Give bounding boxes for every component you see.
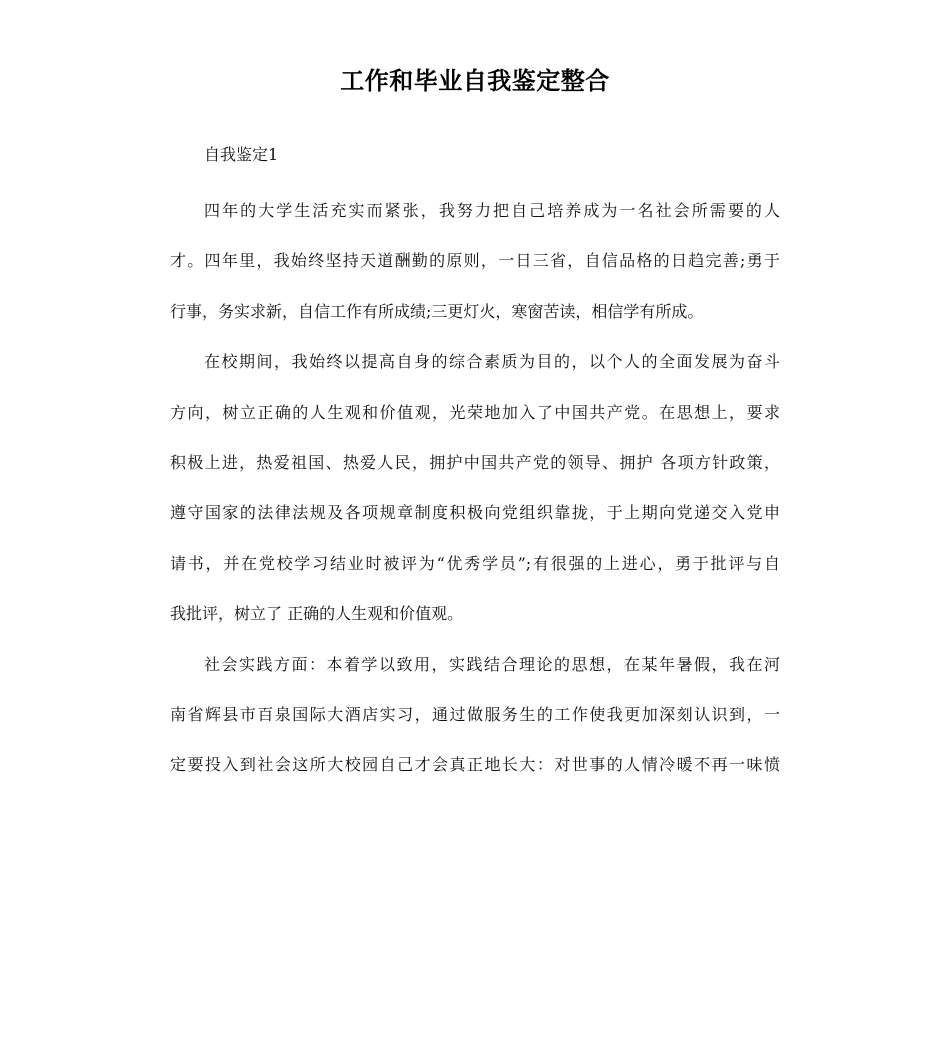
text-line: 我批评，树立了 正确的人生观和价值观。 [170,604,464,624]
text-line: 积极上进，热爱祖国、热爱人民，拥护中国共产党的领导、拥护 各项方针政策， [170,452,780,472]
paragraph-social-practice [170,640,780,791]
text-line: 方向，树立正确的人生观和价值观，光荣地加入了中国共产党。在思想上，要求 [170,402,780,422]
text-line: 请书，并在党校学习结业时被评为“优秀学员”;有很强的上进心，勇于批评与自 [170,553,780,573]
text-line: 定要投入到社会这所大校园自己才会真正地长大：对世事的人情冷暖不再一味愤 [170,755,780,775]
text-line: 社会实践方面：本着学以致用，实践结合理论的思想，在某年暑假，我在河 [204,654,780,674]
text-line: 才。四年里，我始终坚持天道酬勤的原则，一日三省，自信品格的日趋完善;勇于 [170,251,780,271]
text-line: 南省辉县市百泉国际大酒店实习，通过做服务生的工作使我更加深刻认识到，一 [170,704,780,724]
document-title: 工作和毕业自我鉴定整合 [340,67,610,95]
paragraph-study-life [170,186,780,337]
section-heading: 自我鉴定1 [204,145,279,164]
paragraph-school-period [170,337,780,639]
document-body [170,136,780,791]
text-line: 在校期间，我始终以提高自身的综合素质为目的，以个人的全面发展为奋斗 [204,352,780,372]
text-line: 遵守国家的法律法规及各项规章制度积极向党组织靠拢，于上期向党递交入党申 [170,503,780,523]
text-line: 四年的大学生活充实而紧张，我努力把自己培养成为一名社会所需要的人 [204,201,780,220]
text-line: 行事，务实求新，自信工作有所成绩;三更灯火，寒窗苦读，相信学有所成。 [170,301,704,321]
